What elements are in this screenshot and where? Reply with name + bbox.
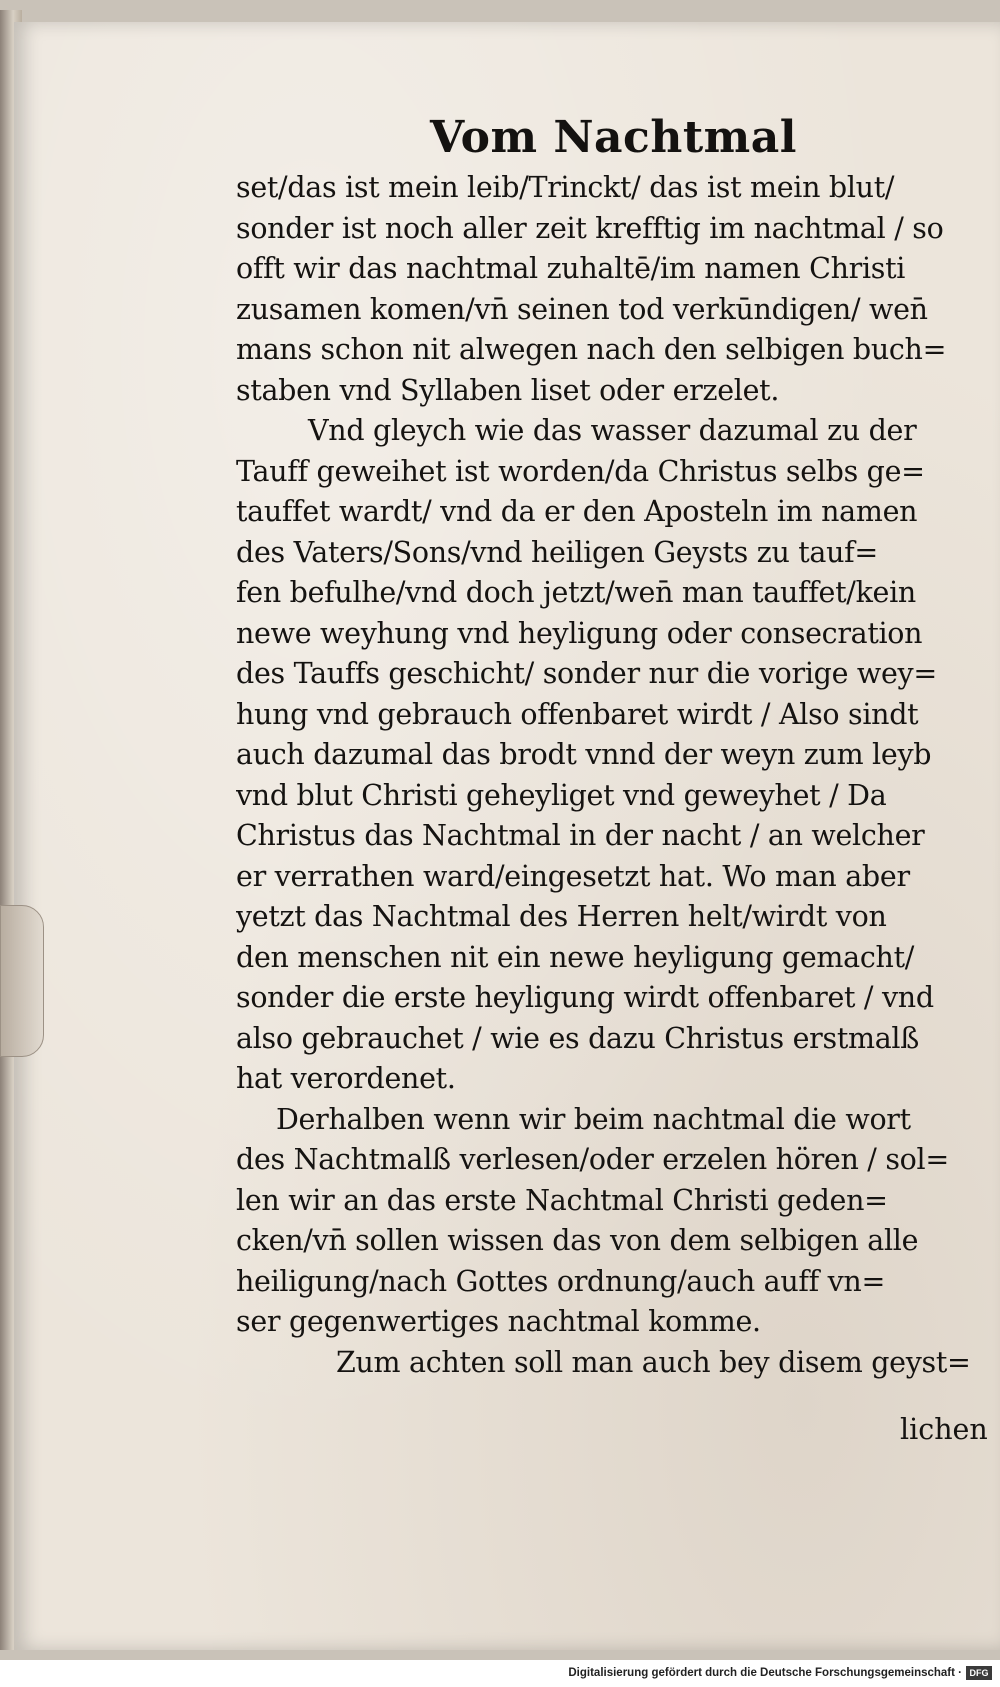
footer-credit: Digitalisierung gefördert durch die Deutsche Forschungsgemeinschaft · (568, 1667, 962, 1679)
book-clasp (0, 905, 44, 1057)
text-line: des Tauffs geschicht/ sonder nur die vorige wey= (236, 657, 937, 690)
text-line: sonder ist noch aller zeit krefftig im nachtmal / so (236, 211, 944, 245)
text-line: Christus das Nachtmal in der nacht / an welcher (236, 819, 925, 852)
text-line: Derhalben wenn wir beim nachtmal die wort (276, 1102, 911, 1136)
text-line: set/das ist mein leib/Trinckt/ das ist mein blut/ (236, 171, 895, 204)
text-line: zusamen komen/vn̄ seinen tod verkūndigen/ wen̄ (236, 292, 928, 326)
text-line: also gebrauchet / wie es dazu Christus erstmalß (236, 1021, 919, 1055)
page-title: Vom Nachtmal (430, 112, 797, 163)
text-line: yetzt das Nachtmal des Herren helt/wirdt von (236, 900, 887, 933)
text-line: Zum achten soll man auch bey disem geyst= (336, 1345, 971, 1379)
text-line: des Vaters/Sons/vnd heiligen Geysts zu tauf= (236, 535, 878, 569)
text-line: heiligung/nach Gottes ordnung/auch auff vn= (236, 1264, 886, 1298)
text-line: auch dazumal das brodt vnnd der weyn zum leyb (236, 738, 932, 771)
text-line: er verrathen ward/eingesetzt hat. Wo man aber (236, 859, 910, 893)
dfg-logo: DFG (966, 1666, 992, 1680)
text-line: den menschen nit ein newe heyligung gemacht/ (236, 940, 915, 974)
page-body-text (236, 168, 971, 1383)
catchword: lichen (900, 1413, 988, 1446)
text-line: hung vnd gebrauch offenbaret wirdt / Also sindt (236, 697, 919, 731)
text-line: offt wir das nachtmal zuhaltē/im namen Christi (236, 252, 906, 285)
text-line: tauffet wardt/ vnd da er den Aposteln im namen (236, 495, 918, 528)
text-line: des Nachtmalß verlesen/oder erzelen hören / sol= (236, 1143, 949, 1176)
text-line: Vnd gleych wie das wasser dazumal zu der (308, 414, 917, 447)
text-line: fen befulhe/vnd doch jetzt/wen̄ man tauffet/kein (236, 576, 916, 609)
text-line: Tauff geweihet ist worden/da Christus selbs ge= (236, 454, 925, 488)
text-line: hat verordenet. (236, 1062, 456, 1095)
text-line: staben vnd Syllaben liset oder erzelet. (236, 373, 780, 407)
text-line: newe weyhung vnd heyligung oder consecration (236, 616, 923, 650)
text-line: mans schon nit alwegen nach den selbigen buch= (236, 333, 947, 366)
text-line: sonder die erste heyligung wirdt offenbaret / vnd (236, 981, 934, 1014)
text-line: vnd blut Christi geheyliget vnd geweyhet / Da (236, 778, 887, 812)
text-line: ser gegenwertiges nachtmal komme. (236, 1305, 761, 1338)
text-line: len wir an das erste Nachtmal Christi geden= (236, 1183, 888, 1217)
text-line: cken/vn̄ sollen wissen das von dem selbigen alle (236, 1224, 919, 1257)
